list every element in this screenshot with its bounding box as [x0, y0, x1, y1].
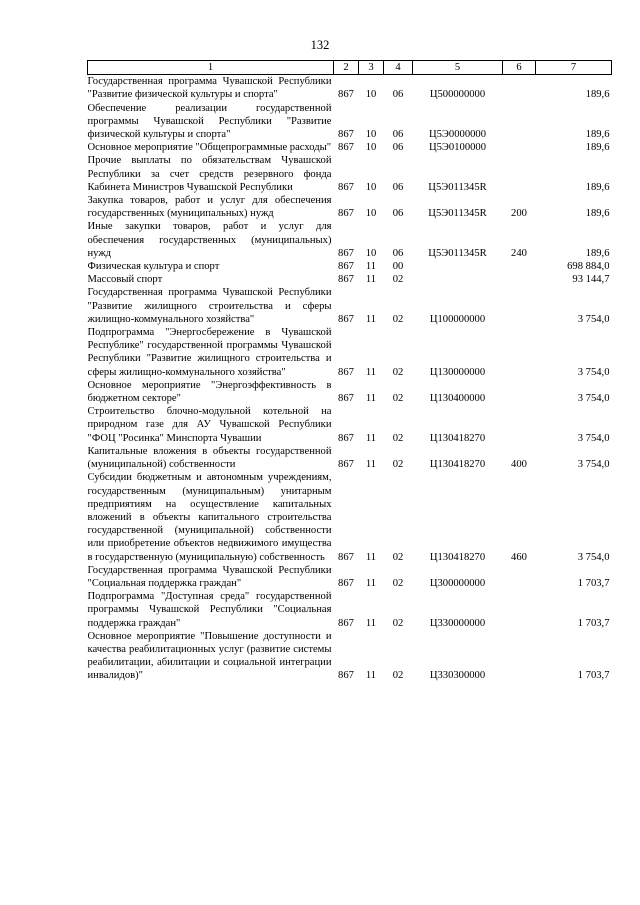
row-col-2: 867: [338, 89, 354, 101]
row-col-5: Ц130418270: [429, 432, 486, 444]
row-col-4: 02: [392, 670, 404, 682]
table-row: [88, 141, 612, 154]
row-col-3: 11: [365, 459, 377, 471]
row-col-5: Ц5Э011345R: [428, 208, 487, 220]
row-col-3: 11: [365, 261, 377, 273]
row-col-4: 02: [392, 432, 404, 444]
row-col-4: 06: [392, 129, 404, 141]
row-col-3: 11: [365, 577, 377, 589]
row-col-2: 867: [338, 670, 354, 682]
header-col-6: 6: [503, 61, 536, 75]
row-col-3: 10: [365, 247, 377, 259]
row-col-5: Ц5Э011345R: [428, 247, 487, 259]
row-col-6: [503, 260, 536, 273]
page-number: 132: [310, 38, 330, 52]
row-col-5: Ц5Э0000000: [428, 129, 487, 141]
row-col-5: Ц330300000: [429, 670, 486, 682]
row-name: Основное мероприятие "Общепрограммные расходы": [87, 142, 332, 154]
row-col-3: 11: [365, 617, 377, 629]
row-col-3: 11: [365, 432, 377, 444]
row-col-4: 06: [392, 208, 404, 220]
header-col-5: 5: [413, 61, 503, 75]
row-name: Строительство блочно-модульной котельной на природном газе для АУ Чувашской Республики "ФОЦ "Росинка" Минспорта Чувашии: [87, 406, 332, 444]
row-col-7: 189,6: [585, 142, 610, 154]
table-row: [88, 220, 612, 260]
table-row: [88, 286, 612, 326]
row-col-4: 02: [392, 313, 404, 325]
row-name: Массовый спорт: [87, 274, 163, 286]
row-col-7: 3 754,0: [577, 393, 610, 405]
row-col-2: 867: [338, 274, 354, 286]
table-row: [88, 445, 612, 471]
row-col-2: 867: [338, 261, 354, 273]
row-col-7: 189,6: [585, 181, 610, 193]
table-row: [88, 590, 612, 630]
row-name: Государственная программа Чувашской Республики "Социальная поддержка граждан": [87, 564, 332, 589]
table-row: [88, 564, 612, 590]
row-col-6: [503, 141, 536, 154]
row-col-6: [503, 154, 536, 194]
row-col-6: [503, 630, 536, 683]
row-col-5: Ц500000000: [429, 89, 486, 101]
row-col-2: 867: [338, 551, 354, 563]
row-name: Основное мероприятие "Повышение доступности и качества реабилитационных услуг (развитие системы реабилитации, абилитации и социальной интеграции инвалидов)": [87, 630, 332, 682]
row-col-6: 460: [511, 551, 527, 563]
row-col-5: Ц100000000: [429, 313, 486, 325]
row-col-2: 867: [338, 313, 354, 325]
row-name: Подпрограмма "Энергосбережение в Чувашской Республике" государственной программы Чувашской Республики "Развитие жилищного строительства и сферы жилищно-коммунального хозяйства": [87, 327, 332, 378]
row-col-2: 867: [338, 208, 354, 220]
row-col-3: 11: [365, 313, 377, 325]
table-row: [88, 260, 612, 273]
table-row: [88, 75, 612, 102]
row-col-7: 3 754,0: [577, 551, 610, 563]
table-row: [88, 471, 612, 563]
row-col-6: [503, 326, 536, 379]
row-col-5: [413, 260, 503, 273]
row-col-6: 240: [511, 247, 527, 259]
header-col-1: 1: [88, 61, 334, 75]
row-col-4: 06: [392, 89, 404, 101]
row-col-2: 867: [338, 432, 354, 444]
header-row: [88, 61, 612, 75]
row-col-4: 02: [392, 617, 404, 629]
table-row: [88, 405, 612, 445]
row-col-7: 3 754,0: [577, 459, 610, 471]
row-col-6: [503, 286, 536, 326]
row-col-3: 11: [365, 670, 377, 682]
row-col-4: 02: [392, 551, 404, 563]
row-col-6: [503, 564, 536, 590]
table-row: [88, 379, 612, 405]
row-name: Закупка товаров, работ и услуг для обеспечения государственных (муниципальных) нужд: [87, 195, 332, 220]
row-col-7: 189,6: [585, 208, 610, 220]
row-col-4: 06: [392, 181, 404, 193]
header-col-3: 3: [359, 61, 384, 75]
row-col-5: [413, 273, 503, 286]
header-col-7: 7: [536, 61, 612, 75]
row-col-4: 02: [392, 577, 404, 589]
row-name: Прочие выплаты по обязательствам Чувашской Республики за счет средств резервного фонда Кабинета Министров Чувашской Республики: [87, 155, 332, 193]
row-col-7: 1 703,7: [577, 670, 610, 682]
row-col-5: Ц300000000: [429, 577, 486, 589]
row-col-2: 867: [338, 577, 354, 589]
row-col-7: 1 703,7: [577, 577, 610, 589]
budget-table: [87, 60, 612, 683]
row-col-3: 10: [365, 181, 377, 193]
header-col-4: 4: [384, 61, 413, 75]
row-col-4: 02: [392, 393, 404, 405]
row-col-6: [503, 273, 536, 286]
row-col-6: 400: [511, 459, 527, 471]
row-col-5: Ц130418270: [429, 551, 486, 563]
row-col-2: 867: [338, 142, 354, 154]
row-col-5: Ц330000000: [429, 617, 486, 629]
row-name: Субсидии бюджетным и автономным учреждениям, государственным (муниципальным) унитарным предприятиям на осуществление капитальных вложений в объекты капитального строительства государственной (муниципальной) собственности или приобретение объектов недвижимого имущества в государственную (муниципальную) собственность: [87, 472, 332, 563]
row-name: Физическая культура и спорт: [87, 261, 220, 273]
row-col-3: 11: [365, 366, 377, 378]
table-row: [88, 326, 612, 379]
row-name: Обеспечение реализации государственной программы Чувашской Республики "Развитие физической культуры и спорта": [87, 102, 332, 141]
row-col-5: Ц130000000: [429, 366, 486, 378]
row-col-7: 93 144,7: [572, 274, 610, 286]
row-col-5: Ц130418270: [429, 459, 486, 471]
table-row: [88, 154, 612, 194]
row-name: Государственная программа Чувашской Республики "Развитие жилищного строительства и сферы жилищно-коммунального хозяйства": [87, 287, 332, 325]
row-col-4: 02: [392, 459, 404, 471]
row-col-3: 10: [365, 142, 377, 154]
table-row: [88, 194, 612, 220]
row-col-7: 3 754,0: [577, 432, 610, 444]
row-col-2: 867: [338, 459, 354, 471]
row-col-2: 867: [338, 247, 354, 259]
row-col-2: 867: [338, 129, 354, 141]
row-col-6: [503, 75, 536, 102]
row-name: Основное мероприятие "Энергоэффективность в бюджетном секторе": [87, 379, 332, 405]
row-col-3: 10: [365, 129, 377, 141]
table-row: [88, 102, 612, 142]
row-col-3: 10: [365, 89, 377, 101]
row-col-4: 00: [392, 261, 404, 273]
row-col-5: Ц5Э011345R: [428, 181, 487, 193]
row-col-6: [503, 590, 536, 630]
row-col-3: 11: [365, 274, 377, 286]
row-col-4: 02: [392, 274, 404, 286]
row-col-3: 11: [365, 551, 377, 563]
row-name: Иные закупки товаров, работ и услуг для обеспечения государственных (муниципальных) нужд: [87, 221, 332, 259]
row-name: Подпрограмма "Доступная среда" государственной программы Чувашской Республики "Социальная поддержка граждан": [87, 591, 332, 629]
row-col-6: [503, 102, 536, 142]
row-col-4: 06: [392, 247, 404, 259]
row-col-5: Ц130400000: [429, 393, 486, 405]
row-col-3: 10: [365, 208, 377, 220]
row-col-7: 189,6: [585, 129, 610, 141]
row-col-2: 867: [338, 366, 354, 378]
row-col-6: 200: [511, 208, 527, 220]
row-name: Капитальные вложения в объекты государственной (муниципальной) собственности: [87, 445, 332, 471]
row-col-4: 02: [392, 366, 404, 378]
row-col-7: 698 884,0: [567, 261, 610, 273]
table-row: [88, 273, 612, 286]
row-col-3: 11: [365, 393, 377, 405]
header-col-2: 2: [334, 61, 359, 75]
row-col-6: [503, 379, 536, 405]
row-col-2: 867: [338, 393, 354, 405]
row-col-2: 867: [338, 181, 354, 193]
row-col-6: [503, 405, 536, 445]
row-col-7: 189,6: [585, 247, 610, 259]
row-col-5: Ц5Э0100000: [428, 142, 487, 154]
table-row: [88, 630, 612, 683]
row-col-7: 3 754,0: [577, 313, 610, 325]
row-col-2: 867: [338, 617, 354, 629]
row-col-4: 06: [392, 142, 404, 154]
row-name: Государственная программа Чувашской Республики "Развитие физической культуры и спорта": [87, 76, 332, 101]
row-col-7: 3 754,0: [577, 366, 610, 378]
row-col-7: 189,6: [585, 89, 610, 101]
row-col-7: 1 703,7: [577, 617, 610, 629]
table-body: [88, 75, 612, 683]
